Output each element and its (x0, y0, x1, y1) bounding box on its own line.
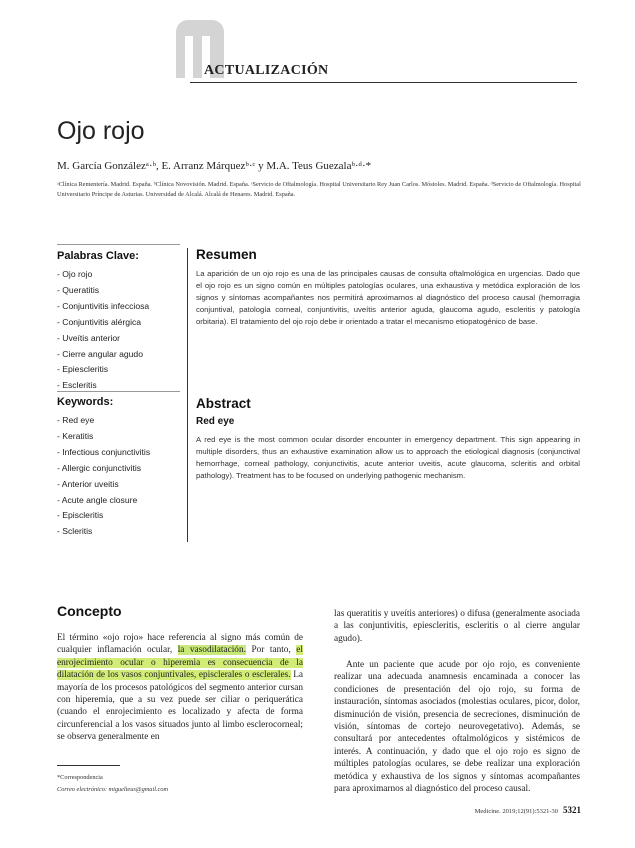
concepto-heading: Concepto (57, 603, 122, 619)
keyword-item: - Infectious conjunctivitis (57, 446, 151, 457)
keywords-en-list (57, 413, 150, 540)
keywords-en-rule (57, 391, 180, 392)
body-paragraph-3: Ante un paciente que acude por ojo rojo, es conveniente realizar una adecuada anamnesis encaminada a conocer las condiciones de presentación del ojo rojo, su forma de instauración, síntomas asociados (molestias oculares, picor, dolor, disminución de visión, presencia de secreciones, disminución de visión, síntomas de cortejo neurovegetativo). Además, se consultará por antecedentes oftalmológicos y sistémicos de interés. A continuación, y dado que el ojo rojo es signo de múltiples patologías oculares, se debe realizar una exploración metódica y exhaustiva de los signos y síntomas acompañantes para aproximarnos al diagnóstico del proceso causal. (334, 660, 580, 795)
keywords-en (57, 396, 150, 540)
keyword-item: - Episcleritis (57, 510, 104, 521)
abstract-subheading: Red eye (196, 416, 235, 427)
resumen-text: La aparición de un ojo rojo es una de las principales causas de consulta oftalmológica en urgencias. Dado que el ojo rojo es un signo común en múltiples patologías oculares, una exhaustiva y metódica exploración de los signos y síntomas acompañantes nos permitirá aproximarnos al diagnóstico del proceso causal (hemorragia conjuntival, patología corneal, conjuntivitis, uveítis anterior aguda, glaucoma agudo, escleritis y patología orbitaria). El tratamiento del ojo rojo debe ir orientado a tratar el mecanismo etiopatogénico de base. (196, 269, 580, 326)
keyword-item: - Uveítis anterior (57, 332, 121, 343)
highlighted-text: la vasodilatación. (177, 645, 246, 656)
authors: M. García Gonzálezᵃ·ᵇ, E. Arranz Márquezᵇ·ᶜ y M.A. Teus Guezalaᵇ·ᵈ·* (57, 160, 372, 172)
section-label: ACTUALIZACIÓN (204, 63, 329, 78)
abstract-heading: Abstract (196, 396, 251, 411)
keyword-item: - Conjuntivitis infecciosa (57, 300, 150, 311)
column-divider (187, 248, 188, 542)
keywords-es-rule (57, 244, 180, 245)
keyword-item: - Allergic conjunctivitis (57, 462, 142, 473)
keyword-item: - Anterior uveitis (57, 478, 119, 489)
highlighted-text: el enrojecimiento ocular o hiperemia es consecuencia de la dilatación de los vasos conjuntivales, episclerales o esclerales. (57, 645, 303, 681)
keyword-item: - Epiescleritis (57, 364, 109, 375)
keywords-es-heading: Palabras Clave: (57, 250, 139, 262)
keyword-item: - Red eye (57, 415, 95, 425)
keywords-es (57, 250, 149, 394)
page-number: 5321 (563, 805, 581, 815)
article-title: Ojo rojo (57, 117, 145, 145)
keyword-item: - Scleritis (57, 526, 93, 537)
body-text: La mayoría de los procesos patológicos del segmento anterior cursan con hiperemia, que a su vez puede ser ciliar o periquerática (cuando el enrojecimiento es localizado y afecta de forma circunferencial a los vasos situados junto al limbo esclerocorneal; se observa generalmente en (57, 670, 303, 743)
citation: Medicine. 2019;12(91):5321-30 (474, 808, 558, 815)
footnote-correspondence: *Correspondencia (57, 774, 103, 781)
header-rule (190, 82, 577, 83)
keyword-item: - Queratitis (57, 284, 100, 295)
keyword-item: - Ojo rojo (57, 269, 93, 279)
keywords-en-heading: Keywords: (57, 396, 114, 408)
keyword-item: - Keratitis (57, 430, 94, 441)
keywords-es-list (57, 267, 149, 394)
body-text: El término «ojo rojo» hace referencia al signo más común de cualquier inflamación ocular, (57, 633, 303, 656)
footnote-rule (57, 765, 120, 766)
abstract-text: A red eye is the most common ocular disorder encounter in emergency department. This sign appearing in multiple disorders, thus an exhaustive examination allow us to approach the etiological diagnosis (conjunctival hemorrhage, corneal pathology, conjunctivitis, acute anterior uveitis, acute glaucoma, scleritis and orbital pathology). Treatment has to be focused on underlying pathogenic mechanism. (196, 435, 580, 480)
keyword-item: - Escleritis (57, 380, 97, 391)
keyword-item: - Conjuntivitis alérgica (57, 316, 142, 327)
body-paragraph-1 (57, 632, 303, 744)
footnote-email[interactable]: Correo electrónico: miguelteus@gmail.com (57, 786, 169, 793)
resumen-heading: Resumen (196, 247, 257, 262)
keyword-item: - Acute angle closure (57, 494, 138, 505)
body-paragraph-2: las queratitis y uveítis anteriores) o difusa (generalmente asociada a las conjuntivitis, epiescleritis, escleritis o al cierre angular agudo). (334, 609, 580, 644)
page-footer (475, 805, 581, 815)
affiliations: ᵃClínica Rementería. Madrid. España. ᵇClínica Novovisión. Madrid. España. ᶜServicio de Oftalmología. Hospital Universitario Rey Juan Carlos. Móstoles. Madrid. España. ᵈServicio de Oftalmología. Hospital Universitario Príncipe de Asturias. Universidad de Alcalá. Alcalá de Henares. Madrid. España. (57, 181, 581, 198)
body-text: Por tanto, (245, 645, 297, 656)
keyword-item: - Cierre angular agudo (57, 348, 143, 359)
